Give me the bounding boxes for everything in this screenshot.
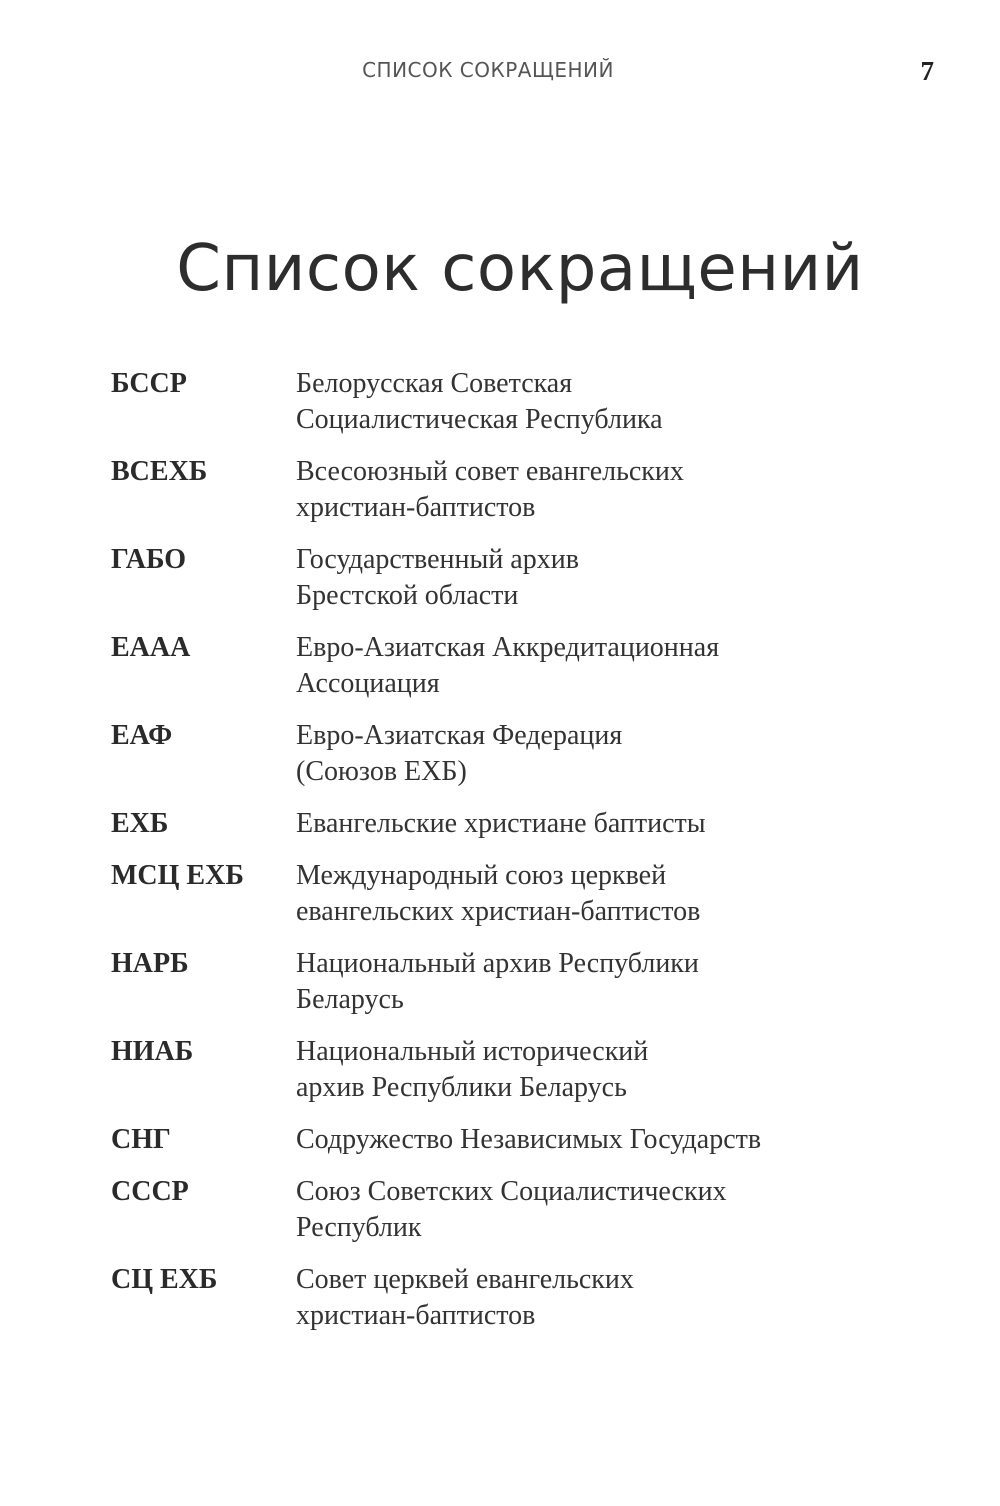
abbreviation-entry bbox=[111, 946, 891, 1018]
abbreviation-term: ЕААА bbox=[111, 632, 191, 663]
abbreviation-entry bbox=[111, 806, 891, 842]
abbreviation-term: БССР bbox=[111, 368, 187, 399]
definition-line: Евро-Азиатская Аккредитационная bbox=[296, 632, 720, 663]
definition-line: Белорусская Советская bbox=[296, 368, 573, 399]
abbreviation-entry bbox=[111, 454, 891, 526]
abbreviation-definition bbox=[296, 806, 891, 842]
definition-line: Евро-Азиатская Федерация bbox=[296, 720, 623, 751]
abbreviation-definition bbox=[296, 718, 891, 790]
definition-line: христиан-баптистов bbox=[296, 492, 536, 523]
definition-line: Союз Советских Социалистических bbox=[296, 1176, 727, 1207]
running-header: СПИСОК СОКРАЩЕНИЙ bbox=[362, 58, 614, 82]
page-number: 7 bbox=[920, 56, 934, 86]
abbreviation-definition bbox=[296, 366, 891, 438]
abbreviation-term: СНГ bbox=[111, 1124, 171, 1155]
abbreviation-entry bbox=[111, 542, 891, 614]
definition-line: Евангельские христиане баптисты bbox=[296, 808, 706, 839]
definition-line: Брестской области bbox=[296, 580, 519, 611]
definition-line: архив Республики Беларусь bbox=[296, 1072, 627, 1103]
definition-line: Содружество Независимых Государств bbox=[296, 1124, 762, 1155]
definition-line: евангельских христиан-баптистов bbox=[296, 896, 701, 927]
abbreviation-entry bbox=[111, 1034, 891, 1106]
definition-line: Республик bbox=[296, 1212, 422, 1243]
definition-line: (Союзов ЕХБ) bbox=[296, 756, 467, 787]
abbreviation-entry bbox=[111, 858, 891, 930]
definition-line: Национальный исторический bbox=[296, 1036, 649, 1067]
abbreviation-term: НИАБ bbox=[111, 1036, 194, 1067]
abbreviation-definition bbox=[296, 1174, 891, 1246]
definition-line: Социалистическая Республика bbox=[296, 404, 663, 435]
abbreviation-term: ГАБО bbox=[111, 544, 187, 575]
definition-line: Беларусь bbox=[296, 984, 404, 1015]
abbreviation-entry bbox=[111, 366, 891, 438]
definition-line: Всесоюзный совет евангельских bbox=[296, 456, 684, 487]
abbreviation-definition bbox=[296, 454, 891, 526]
abbreviation-entry bbox=[111, 1122, 891, 1158]
abbreviation-term: ЕХБ bbox=[111, 808, 169, 839]
abbreviation-definition bbox=[296, 1034, 891, 1106]
page-title: Список сокращений bbox=[176, 232, 864, 306]
abbreviation-term: СССР bbox=[111, 1176, 189, 1207]
abbreviation-term: МСЦ ЕХБ bbox=[111, 860, 244, 891]
abbreviation-definition bbox=[296, 1122, 891, 1158]
abbreviation-list bbox=[111, 366, 891, 1350]
abbreviation-definition bbox=[296, 542, 891, 614]
definition-line: Совет церквей евангельских bbox=[296, 1264, 634, 1295]
definition-line: христиан-баптистов bbox=[296, 1300, 536, 1331]
abbreviation-definition bbox=[296, 1262, 891, 1334]
abbreviation-entry bbox=[111, 718, 891, 790]
abbreviation-term: ВСЕХБ bbox=[111, 456, 208, 487]
abbreviation-term: СЦ ЕХБ bbox=[111, 1264, 218, 1295]
abbreviation-term: ЕАФ bbox=[111, 720, 173, 751]
abbreviation-entry bbox=[111, 630, 891, 702]
definition-line: Международный союз церквей bbox=[296, 860, 667, 891]
definition-line: Национальный архив Республики bbox=[296, 948, 699, 979]
abbreviation-definition bbox=[296, 858, 891, 930]
definition-line: Ассоциация bbox=[296, 668, 440, 699]
definition-line: Государственный архив bbox=[296, 544, 579, 575]
abbreviation-definition bbox=[296, 630, 891, 702]
abbreviation-definition bbox=[296, 946, 891, 1018]
abbreviation-term: НАРБ bbox=[111, 948, 189, 979]
abbreviation-entry bbox=[111, 1262, 891, 1334]
abbreviation-entry bbox=[111, 1174, 891, 1246]
